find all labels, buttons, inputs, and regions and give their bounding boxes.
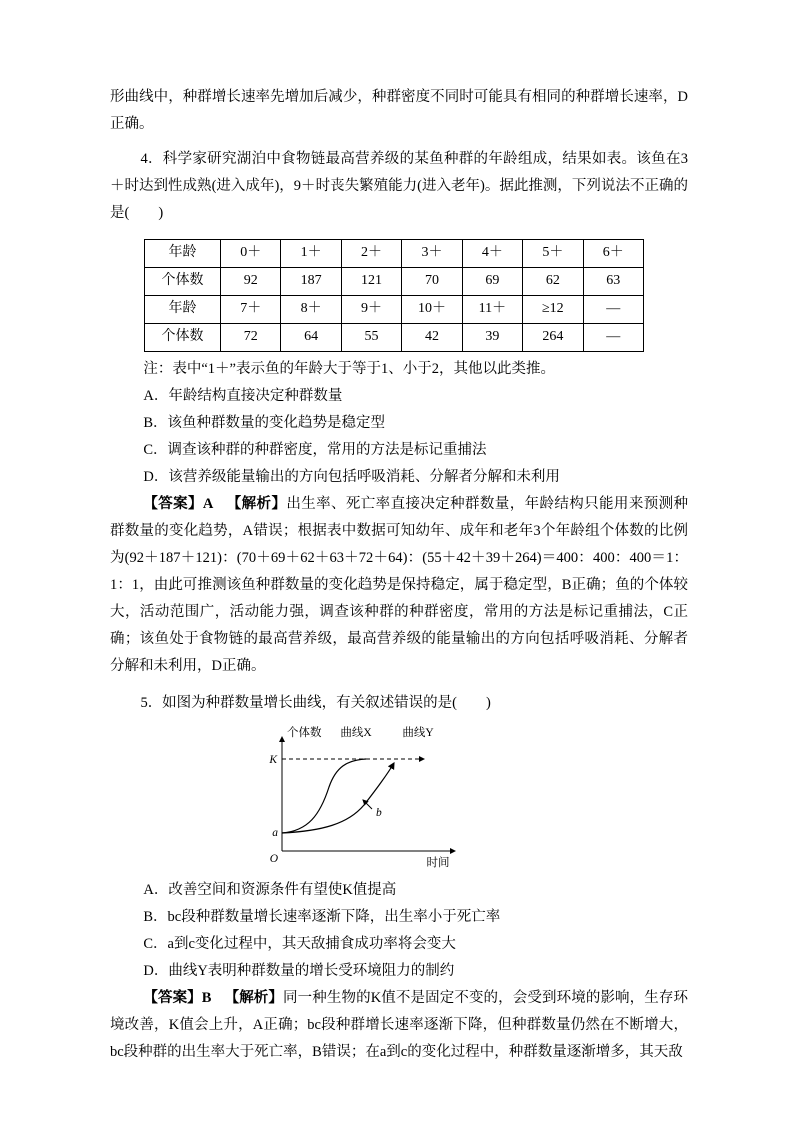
table-row	[145, 296, 644, 324]
q4-option-b: B．该鱼种群数量的变化趋势是稳定型	[143, 415, 386, 431]
table-cell: 39	[462, 324, 522, 352]
table-cell: —	[583, 324, 643, 352]
origin-label: O	[269, 853, 278, 865]
question-4-stem: 4．科学家研究湖泊中食物链最高营养级的某鱼种群的年龄组成，结果如表。该鱼在3＋时达到性成熟(进入成年)，9＋时丧失繁殖能力(进入老年)。据此推测，下列说法不正确的是( )	[110, 151, 688, 221]
table-cell: 11＋	[462, 296, 522, 324]
figure-y-axis-label: 个体数	[287, 727, 322, 739]
table-cell: 4＋	[462, 240, 522, 268]
curve-x	[282, 759, 366, 833]
table-cell: 62	[523, 268, 583, 296]
q5-analysis-label: 【解析】	[224, 990, 284, 1006]
table-cell: 7＋	[221, 296, 281, 324]
table-cell: 年龄	[145, 240, 221, 268]
table-cell: 70	[402, 268, 462, 296]
q5-option-b: B．bc段种群数量增长速率逐渐下降，出生率小于死亡率	[143, 909, 501, 925]
table-cell: 9＋	[341, 296, 401, 324]
table-row	[145, 240, 644, 268]
q5-answer-label: 【答案】B	[143, 990, 212, 1006]
k-value-label: K	[269, 754, 277, 766]
table-cell: 1＋	[281, 240, 341, 268]
table-cell: 10＋	[402, 296, 462, 324]
q4-option-c: C．调查该种群的种群密度，常用的方法是标记重捕法	[143, 442, 487, 458]
table-cell: 121	[341, 268, 401, 296]
table-cell: 个体数	[145, 268, 221, 296]
table-cell: ≥12	[523, 296, 583, 324]
table-cell: 187	[281, 268, 341, 296]
table-cell: 8＋	[281, 296, 341, 324]
q5-growth-curve-figure	[252, 723, 472, 873]
table-cell: 264	[523, 324, 583, 352]
table-cell: 55	[341, 324, 401, 352]
q4-answer-label: 【答案】A	[143, 496, 214, 512]
q4-age-structure-table	[144, 239, 644, 352]
table-cell: —	[583, 296, 643, 324]
q4-option-d: D．该营养级能量输出的方向包括呼吸消耗、分解者分解和未利用	[143, 469, 560, 485]
table-cell: 5＋	[523, 240, 583, 268]
table-cell: 64	[281, 324, 341, 352]
table-cell: 42	[402, 324, 462, 352]
table-row	[145, 268, 644, 296]
table-cell: 6＋	[583, 240, 643, 268]
q5-option-a: A．改善空间和资源条件有望使K值提高	[143, 882, 397, 898]
point-b-label: b	[376, 807, 382, 819]
question-5-stem: 5．如图为种群数量增长曲线，有关叙述错误的是( )	[140, 695, 491, 711]
table-cell: 3＋	[402, 240, 462, 268]
table-cell: 年龄	[145, 296, 221, 324]
q4-answer-paragraph	[110, 491, 688, 680]
q5-answer-paragraph	[110, 985, 688, 1066]
q4-analysis-text: 出生率、死亡率直接决定种群数量，年龄结构只能用来预测种群数量的变化趋势，A错误；根据表中数据可知幼年、成年和老年3个年龄组个体数的比例为(92＋187＋121)：(70＋69＋62＋63＋72＋64)：(55＋42＋39＋264)＝400：400：400＝1：1：1，由此可推测该鱼种群数量的变化趋势是保持稳定，属于稳定型，B正确；鱼的个体较大，活动范围广，活动能力强，调查该种群的种群密度，常用的方法是标记重捕法，C正确；该鱼处于食物链的最高营养级，最高营养级的能量输出的方向包括呼吸消耗、分解者分解和未利用，D正确。	[110, 496, 688, 674]
point-a-label: a	[272, 827, 278, 839]
curve-y-label: 曲线Y	[402, 727, 434, 739]
q4-table-note: 注：表中“1＋”表示鱼的年龄大于等于1、小于2，其他以此类推。	[143, 361, 555, 377]
curve-y	[282, 763, 394, 833]
q4-option-a: A．年龄结构直接决定种群数量	[143, 388, 343, 404]
table-cell: 个体数	[145, 324, 221, 352]
q4-analysis-label: 【解析】	[226, 496, 287, 512]
q5-option-d: D．曲线Y表明种群数量的增长受环境阻力的制约	[143, 963, 455, 979]
table-cell: 63	[583, 268, 643, 296]
table-row	[145, 324, 644, 352]
table-cell: 92	[221, 268, 281, 296]
previous-answer-continuation: 形曲线中，种群增长速率先增加后减少，种群密度不同时可能具有相同的种群增长速率，D正确。	[110, 89, 688, 132]
table-cell: 2＋	[341, 240, 401, 268]
table-cell: 0＋	[221, 240, 281, 268]
q5-analysis-text: 同一种生物的K值不是固定不变的，会受到环境的影响，生存环境改善，K值会上升，A正确；bc段种群增长速率逐渐下降，但种群数量仍然在不断增大，bc段种群的出生率大于死亡率，B错误；在a到c的变化过程中，种群数量逐渐增多，其天敌	[110, 990, 689, 1060]
table-cell: 72	[221, 324, 281, 352]
q5-option-c: C．a到c变化过程中，其天敌捕食成功率将会变大	[143, 936, 456, 952]
figure-x-axis-label: 时间	[426, 857, 450, 869]
table-cell: 69	[462, 268, 522, 296]
growth-curve-chart	[252, 723, 472, 873]
curve-x-label: 曲线X	[340, 727, 372, 739]
